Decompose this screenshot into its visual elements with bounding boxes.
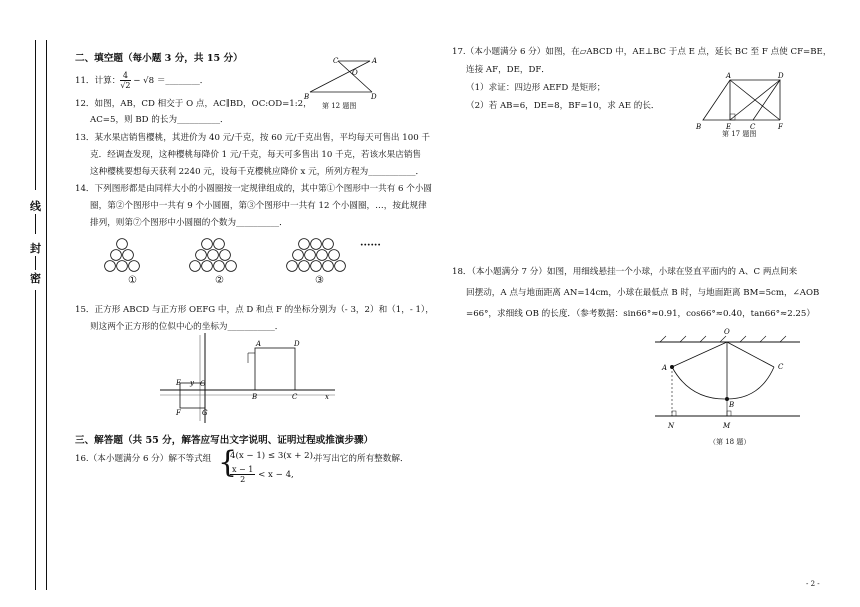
question-13-line2: 克．经调查发现，这种樱桃每降价 1 元/千克，每天可多售出 10 千克，若该水果店销售 [90,150,422,160]
small-circle [117,239,128,250]
svg-text:D: D [371,93,377,101]
svg-text:O: O [724,328,730,336]
figure-12-caption: 第 12 题图 [322,102,357,110]
section3-heading: 三、解答题（共 55 分，解答应写出文字说明、证明过程或推演步骤） [75,435,374,446]
page-number: - 2 - [806,580,820,588]
small-circle [299,239,310,250]
svg-text:C: C [333,57,339,65]
figure-17-caption: 第 17 题图 [722,130,757,138]
binding-line [46,40,47,590]
figure-14-continuation: ······ [360,240,381,251]
question-17-sub1: （1）求证：四边形 AEFD 是矩形； [466,83,606,93]
small-circle [117,261,128,272]
binding-char-feng: 封 [30,242,41,255]
binding-dash-bottom [35,290,36,590]
binding-char-mi: 密 [30,272,41,285]
svg-text:D: D [294,340,300,348]
svg-text:N: N [668,422,675,430]
svg-text:F: F [176,409,181,417]
question-13-line3: 这种樱桃要想每天获利 2240 元，设每千克樱桃应降价 x 元，所列方程为___________． [90,167,425,177]
binding-dash-top [35,40,36,190]
svg-text:O: O [200,380,206,388]
small-circle [311,239,322,250]
small-circle [214,239,225,250]
svg-text:E: E [176,379,182,387]
svg-text:C: C [750,123,756,131]
q16-brace: { [218,445,238,480]
question-14-line2: 圈，第②个图形中一共有 9 个小圆圈，第③个图形中一共有 12 个小圆圈，…，按此规律 [90,201,427,211]
figure-14-label-1: ① [128,275,137,286]
question-12-line2: AC=5，则 BD 的长为__________． [90,115,229,125]
svg-text:M: M [723,422,731,430]
question-14-line3: 排列，则第⑦个图形中小圆圈的个数为__________． [90,218,288,228]
small-circle [335,261,346,272]
small-circle [293,250,304,261]
small-circle [208,250,219,261]
svg-text:C: C [778,363,784,371]
small-circle [323,239,334,250]
small-circle [202,239,213,250]
binding-dash [35,256,36,270]
figure-17 [690,72,800,137]
small-circle [329,250,340,261]
svg-text:y: y [190,379,194,387]
small-circle [214,261,225,272]
svg-text:x: x [325,393,329,401]
svg-text:B: B [304,93,310,101]
small-circle [323,261,334,272]
small-circle [123,250,134,261]
small-circle [287,261,298,272]
small-circle [111,250,122,261]
question-18-line1: 18．（本小题满分 7 分）如图，用细线悬挂一个小球，小球在竖直平面内的 A、C 两点间来 [452,267,798,277]
svg-text:B: B [729,401,735,409]
q16-inequality-2: $\frac{x - 1}{2}$ < x − 4, [232,465,294,484]
small-circle [196,250,207,261]
question-14-line1: 14．下列图形都是由同样大小的小圆圈按一定规律组成的，其中第①个图形中一共有 6 个小圆 [75,184,433,194]
question-17-line1: 17.（本小题满分 6 分）如图，在▱ABCD 中，AE⊥BC 于点 E 点，延长 BC 至 F 点使 CF=BE， [452,47,832,57]
figure-12 [300,55,390,103]
figure-14-label-2: ② [215,275,224,286]
q11-fraction: $\frac{4}{√2}$ [120,71,131,90]
question-16-prefix: 16.（本小题满分 6 分）解不等式组 [75,454,212,464]
question-15-line1: 15．正方形 ABCD 与正方形 OEFG 中，点 D 和点 F 的坐标分别为（- 3，2）和（1，- 1）， [75,305,434,315]
small-circle [220,250,231,261]
small-circle [190,261,201,272]
svg-text:G: G [202,409,208,417]
svg-text:B: B [252,393,258,401]
q16-inequality-1: 4(x − 1) ≤ 3(x + 2), [230,451,316,461]
small-circle [202,261,213,272]
question-18-line2: 回摆动，A 点与地面距离 AN=14cm，小球在最低点 B 时，与地面距离 BM=5cm，∠AOB [466,288,820,298]
small-circle [105,261,116,272]
figure-18-caption: （第 18 题） [709,438,751,446]
figure-18 [650,325,810,435]
small-circle [226,261,237,272]
question-18-line3: =66°，求细线 OB 的长度．（参考数据：sin66°≈0.91，cos66°≈0.40，tan66°≈2.25） [466,309,815,319]
question-15-line2: 则这两个正方形的位似中心的坐标为___________． [90,322,284,332]
svg-text:C: C [292,393,298,401]
section2-heading: 二、填空题（每小题 3 分，共 15 分） [75,53,243,64]
svg-text:F: F [778,123,783,131]
question-16-suffix: 并写出它的所有整数解． [314,454,409,464]
svg-text:E: E [726,123,732,131]
binding-char-xian: 线 [30,200,41,213]
binding-dash [35,214,36,234]
figure-15 [160,333,340,423]
question-17-line2: 连接 AF，DE，DF． [466,65,550,75]
svg-text:A: A [662,364,668,372]
small-circle [305,250,316,261]
question-13-line1: 13．某水果店销售樱桃，其进价为 40 元/千克，按 60 元/千克出售，平均每天可售出 100 千 [75,133,430,143]
question-12-line1: 12．如图，AB，CD 相交于 O 点，AC∥BD，OC:OD=1:2， [75,99,312,109]
svg-text:D: D [778,72,784,80]
svg-text:O: O [352,69,358,77]
figure-14-label-3: ③ [315,275,324,286]
figure-14 [88,236,378,296]
svg-text:B: B [696,123,702,131]
svg-text:A: A [372,57,378,65]
small-circle [311,261,322,272]
small-circle [129,261,140,272]
small-circle [317,250,328,261]
small-circle [299,261,310,272]
question-17-sub2: （2）若 AB=6，DE=8，BF=10，求 AE 的长． [466,101,660,111]
question-11: 11．计算： $\frac{4}{√2}$ − √8 ＝________． [75,71,209,90]
svg-text:A: A [256,340,262,348]
svg-text:A: A [726,72,732,80]
